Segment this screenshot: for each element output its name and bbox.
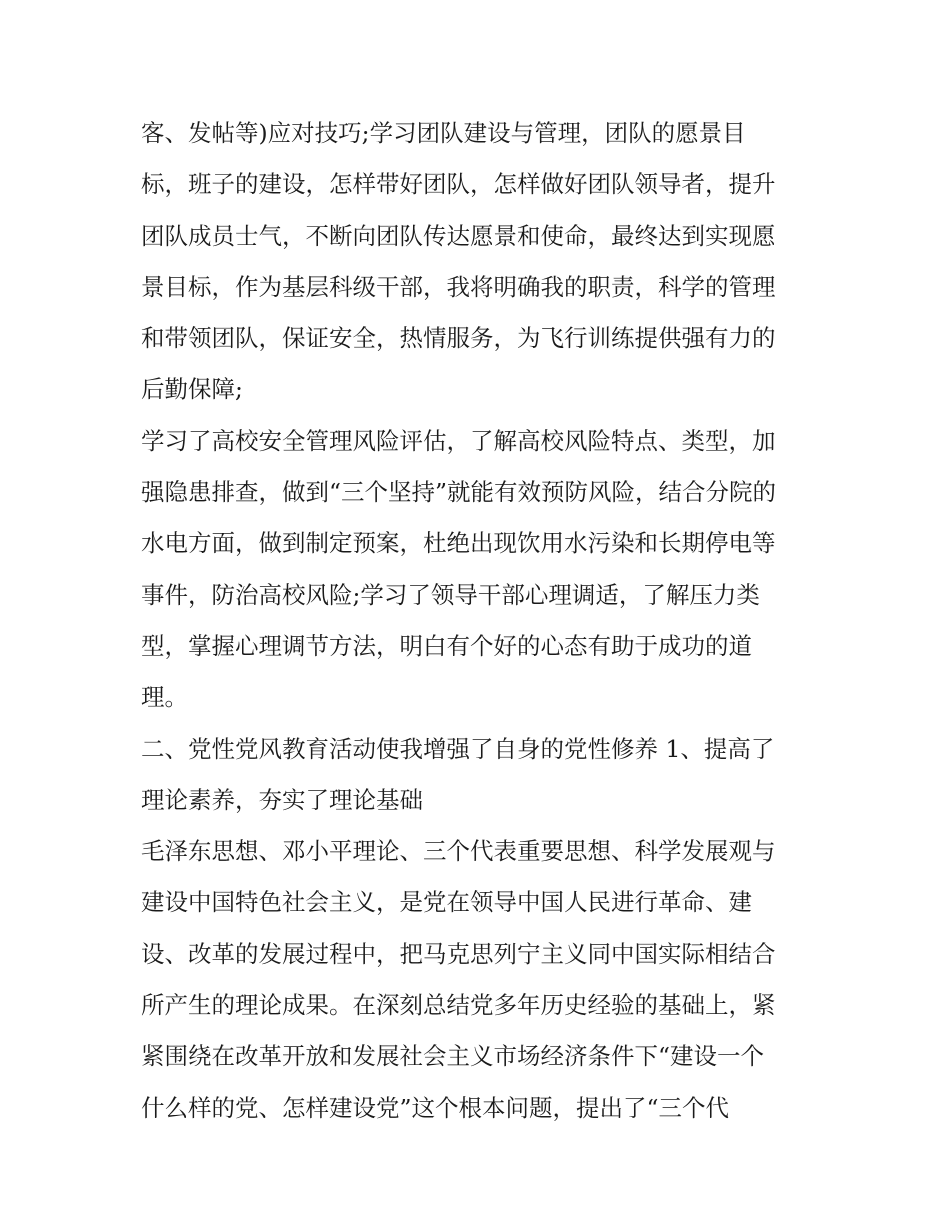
- text-line: 设、改革的发展过程中，把马克思列宁主义同中国实际相结合: [141, 939, 776, 968]
- text-line: 理。: [141, 683, 188, 712]
- text-line: 和带领团队，保证安全，热情服务，为飞行训练提供强有力的: [141, 324, 776, 353]
- text-line: 紧围绕在改革开放和发展社会主义市场经济条件下“建设一个: [141, 1042, 765, 1071]
- text-line: 客、发帖等)应对技巧;学习团队建设与管理，团队的愿景目: [141, 119, 746, 147]
- section-heading-line: 二、党性党风教育活动使我增强了自身的党性修养 1、提高了: [141, 734, 775, 763]
- text-line: 景目标，作为基层科级干部，我将明确我的职责，科学的管理: [141, 272, 776, 301]
- text-line: 事件，防治高校风险;学习了领导干部心理调适，了解压力类: [141, 580, 760, 609]
- text-line: 强隐患排查，做到“三个坚持”就能有效预防风险，结合分院的: [141, 478, 777, 507]
- text-line: 后勤保障;: [141, 375, 243, 404]
- text-line: 水电方面，做到制定预案，杜绝出现饮用水污染和长期停电等: [141, 529, 776, 558]
- body-text: [141, 108, 821, 1134]
- text-line: 团队成员士气，不断向团队传达愿景和使命，最终达到实现愿: [141, 221, 776, 250]
- section-heading-line: 理论素养，夯实了理论基础: [141, 785, 423, 814]
- text-line: 毛泽东思想、邓小平理论、三个代表重要思想、科学发展观与: [141, 837, 776, 866]
- text-line: 什么样的党、怎样建设党”这个根本问题，提出了“三个代: [141, 1093, 730, 1122]
- text-line: 标，班子的建设，怎样带好团队，怎样做好团队领导者，提升: [141, 170, 776, 199]
- text-line: 所产生的理论成果。在深刻总结党多年历史经验的基础上，紧: [141, 991, 776, 1020]
- text-line: 建设中国特色社会主义，是党在领导中国人民进行革命、建: [141, 888, 752, 917]
- text-line: 学习了高校安全管理风险评估，了解高校风险特点、类型，加: [141, 426, 776, 455]
- text-line: 型，掌握心理调节方法，明白有个好的心态有助于成功的道: [141, 631, 752, 660]
